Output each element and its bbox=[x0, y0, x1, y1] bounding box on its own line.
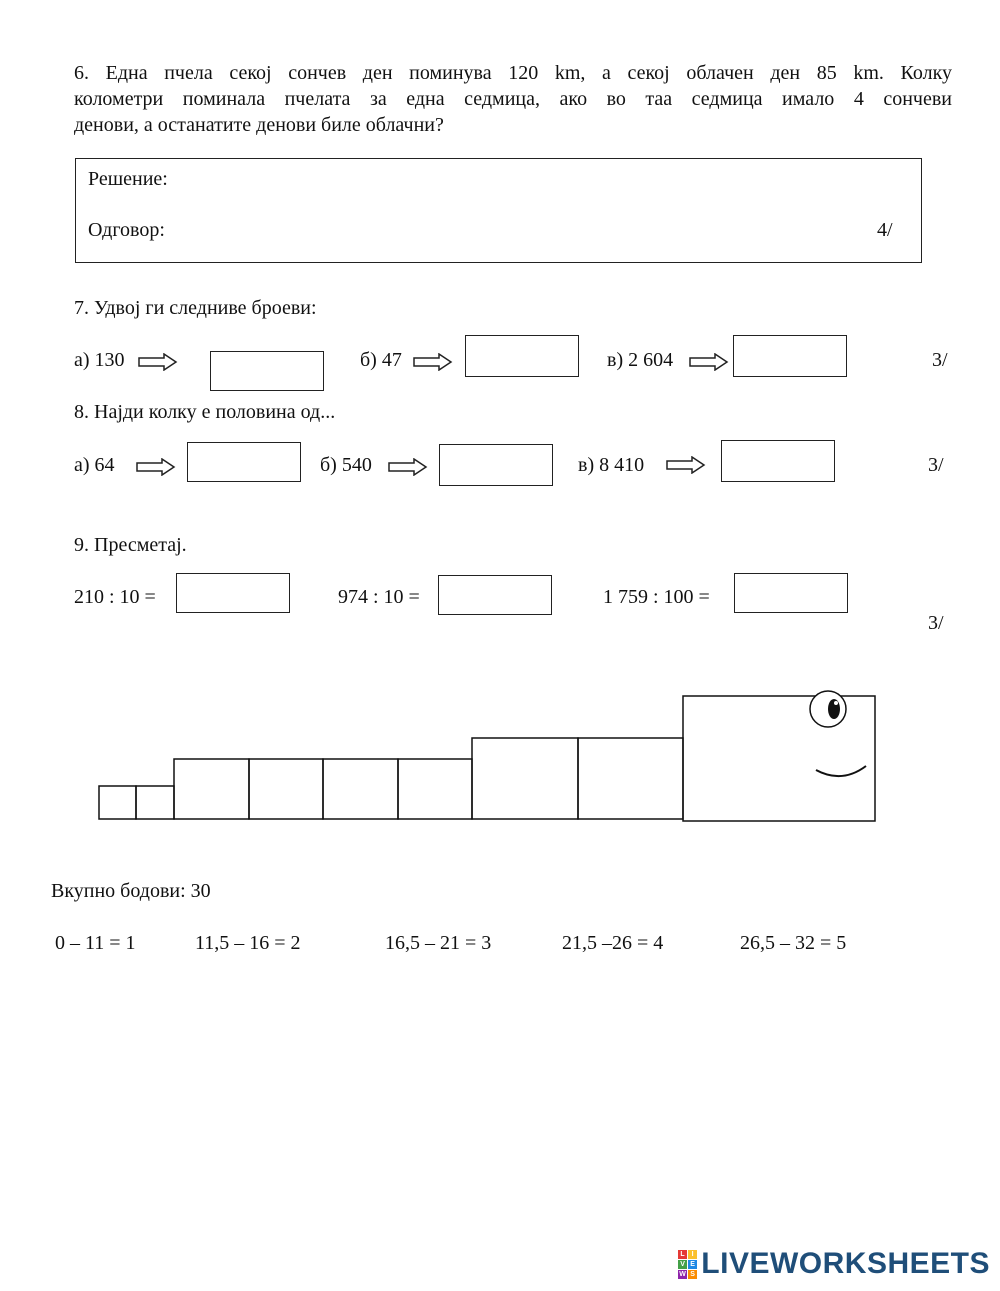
question-6-points: 4/ bbox=[877, 219, 893, 241]
grade-scale-item: 0 – 11 = 1 bbox=[55, 932, 136, 954]
grade-scale-item: 11,5 – 16 = 2 bbox=[195, 932, 301, 954]
arrow-right-icon bbox=[136, 458, 176, 476]
grade-scale-item: 21,5 –26 = 4 bbox=[562, 932, 664, 954]
score-snake-drawing bbox=[90, 688, 880, 824]
q7-item-c-label: в) 2 604 bbox=[607, 349, 674, 371]
logo-block: E bbox=[690, 1260, 696, 1268]
q8-answer-c-input[interactable] bbox=[721, 440, 835, 482]
q7-answer-c-input[interactable] bbox=[733, 335, 847, 377]
logo-block: S bbox=[690, 1270, 696, 1278]
q7-item-b-label: б) 47 bbox=[360, 349, 402, 371]
snake-head bbox=[683, 696, 875, 821]
grade-scale-item: 26,5 – 32 = 5 bbox=[740, 932, 847, 954]
question-9-points: 3/ bbox=[928, 612, 944, 634]
snake-eye-icon bbox=[810, 691, 846, 727]
total-points-label: Вкупно бодови: 30 bbox=[51, 880, 211, 902]
question-6-line: колометри поминала пчелата за една седмица, ако во таа седмица имало 4 сончеви bbox=[74, 88, 952, 110]
arrow-right-icon bbox=[138, 353, 178, 371]
q7-item-a-label: а) 130 bbox=[74, 349, 125, 371]
question-8-title: 8. Најди колку е половина од... bbox=[74, 401, 336, 423]
logo-block: V bbox=[680, 1260, 686, 1268]
snake-segment bbox=[398, 759, 472, 819]
snake-segment bbox=[323, 759, 398, 819]
solution-label: Решение: bbox=[88, 168, 168, 190]
q8-answer-a-input[interactable] bbox=[187, 442, 301, 482]
snake-segment bbox=[578, 738, 683, 819]
logo-block: I bbox=[688, 1250, 697, 1259]
question-7-title: 7. Удвој ги следниве броеви: bbox=[74, 297, 317, 319]
grade-scale-item: 16,5 – 21 = 3 bbox=[385, 932, 492, 954]
logo-block: L bbox=[678, 1250, 687, 1259]
brand-name: LIVEWORKSHEETS bbox=[701, 1247, 990, 1280]
q9-item-c-label: 1 759 : 100 = bbox=[603, 586, 710, 608]
arrow-right-icon bbox=[388, 458, 428, 476]
snake-segment bbox=[136, 786, 174, 819]
question-6-line: денови, а останатите денови биле облачни? bbox=[74, 114, 444, 136]
q7-answer-b-input[interactable] bbox=[465, 335, 579, 377]
q8-item-b-label: б) 540 bbox=[320, 454, 372, 476]
snake-mouth bbox=[816, 766, 866, 776]
q9-answer-c-input[interactable] bbox=[734, 573, 848, 613]
q9-item-a-label: 210 : 10 = bbox=[74, 586, 156, 608]
snake-segment bbox=[472, 738, 578, 819]
q8-answer-b-input[interactable] bbox=[439, 444, 553, 486]
question-7-points: 3/ bbox=[932, 349, 948, 371]
snake-segment bbox=[249, 759, 323, 819]
q9-answer-a-input[interactable] bbox=[176, 573, 290, 613]
logo-block: W bbox=[679, 1270, 687, 1278]
question-8-points: 3/ bbox=[928, 454, 944, 476]
snake-segment bbox=[99, 786, 136, 819]
q7-answer-a-input[interactable] bbox=[210, 351, 324, 391]
question-9-title: 9. Пресметај. bbox=[74, 534, 187, 556]
snake-segment bbox=[174, 759, 249, 819]
liveworksheets-logo bbox=[678, 1247, 990, 1281]
question-6-line: 6. Една пчела секој сончев ден поминува 120 km, а секој облачен ден 85 km. Колку bbox=[74, 62, 952, 84]
q9-answer-b-input[interactable] bbox=[438, 575, 552, 615]
solution-box[interactable] bbox=[75, 158, 922, 263]
q8-item-c-label: в) 8 410 bbox=[578, 454, 645, 476]
q9-item-b-label: 974 : 10 = bbox=[338, 586, 420, 608]
question-6-text bbox=[74, 60, 952, 138]
arrow-right-icon bbox=[666, 456, 706, 474]
q8-item-a-label: а) 64 bbox=[74, 454, 115, 476]
arrow-right-icon bbox=[689, 353, 729, 371]
answer-label: Одговор: bbox=[88, 219, 165, 241]
logo-blocks-icon bbox=[678, 1250, 697, 1279]
arrow-right-icon bbox=[413, 353, 453, 371]
